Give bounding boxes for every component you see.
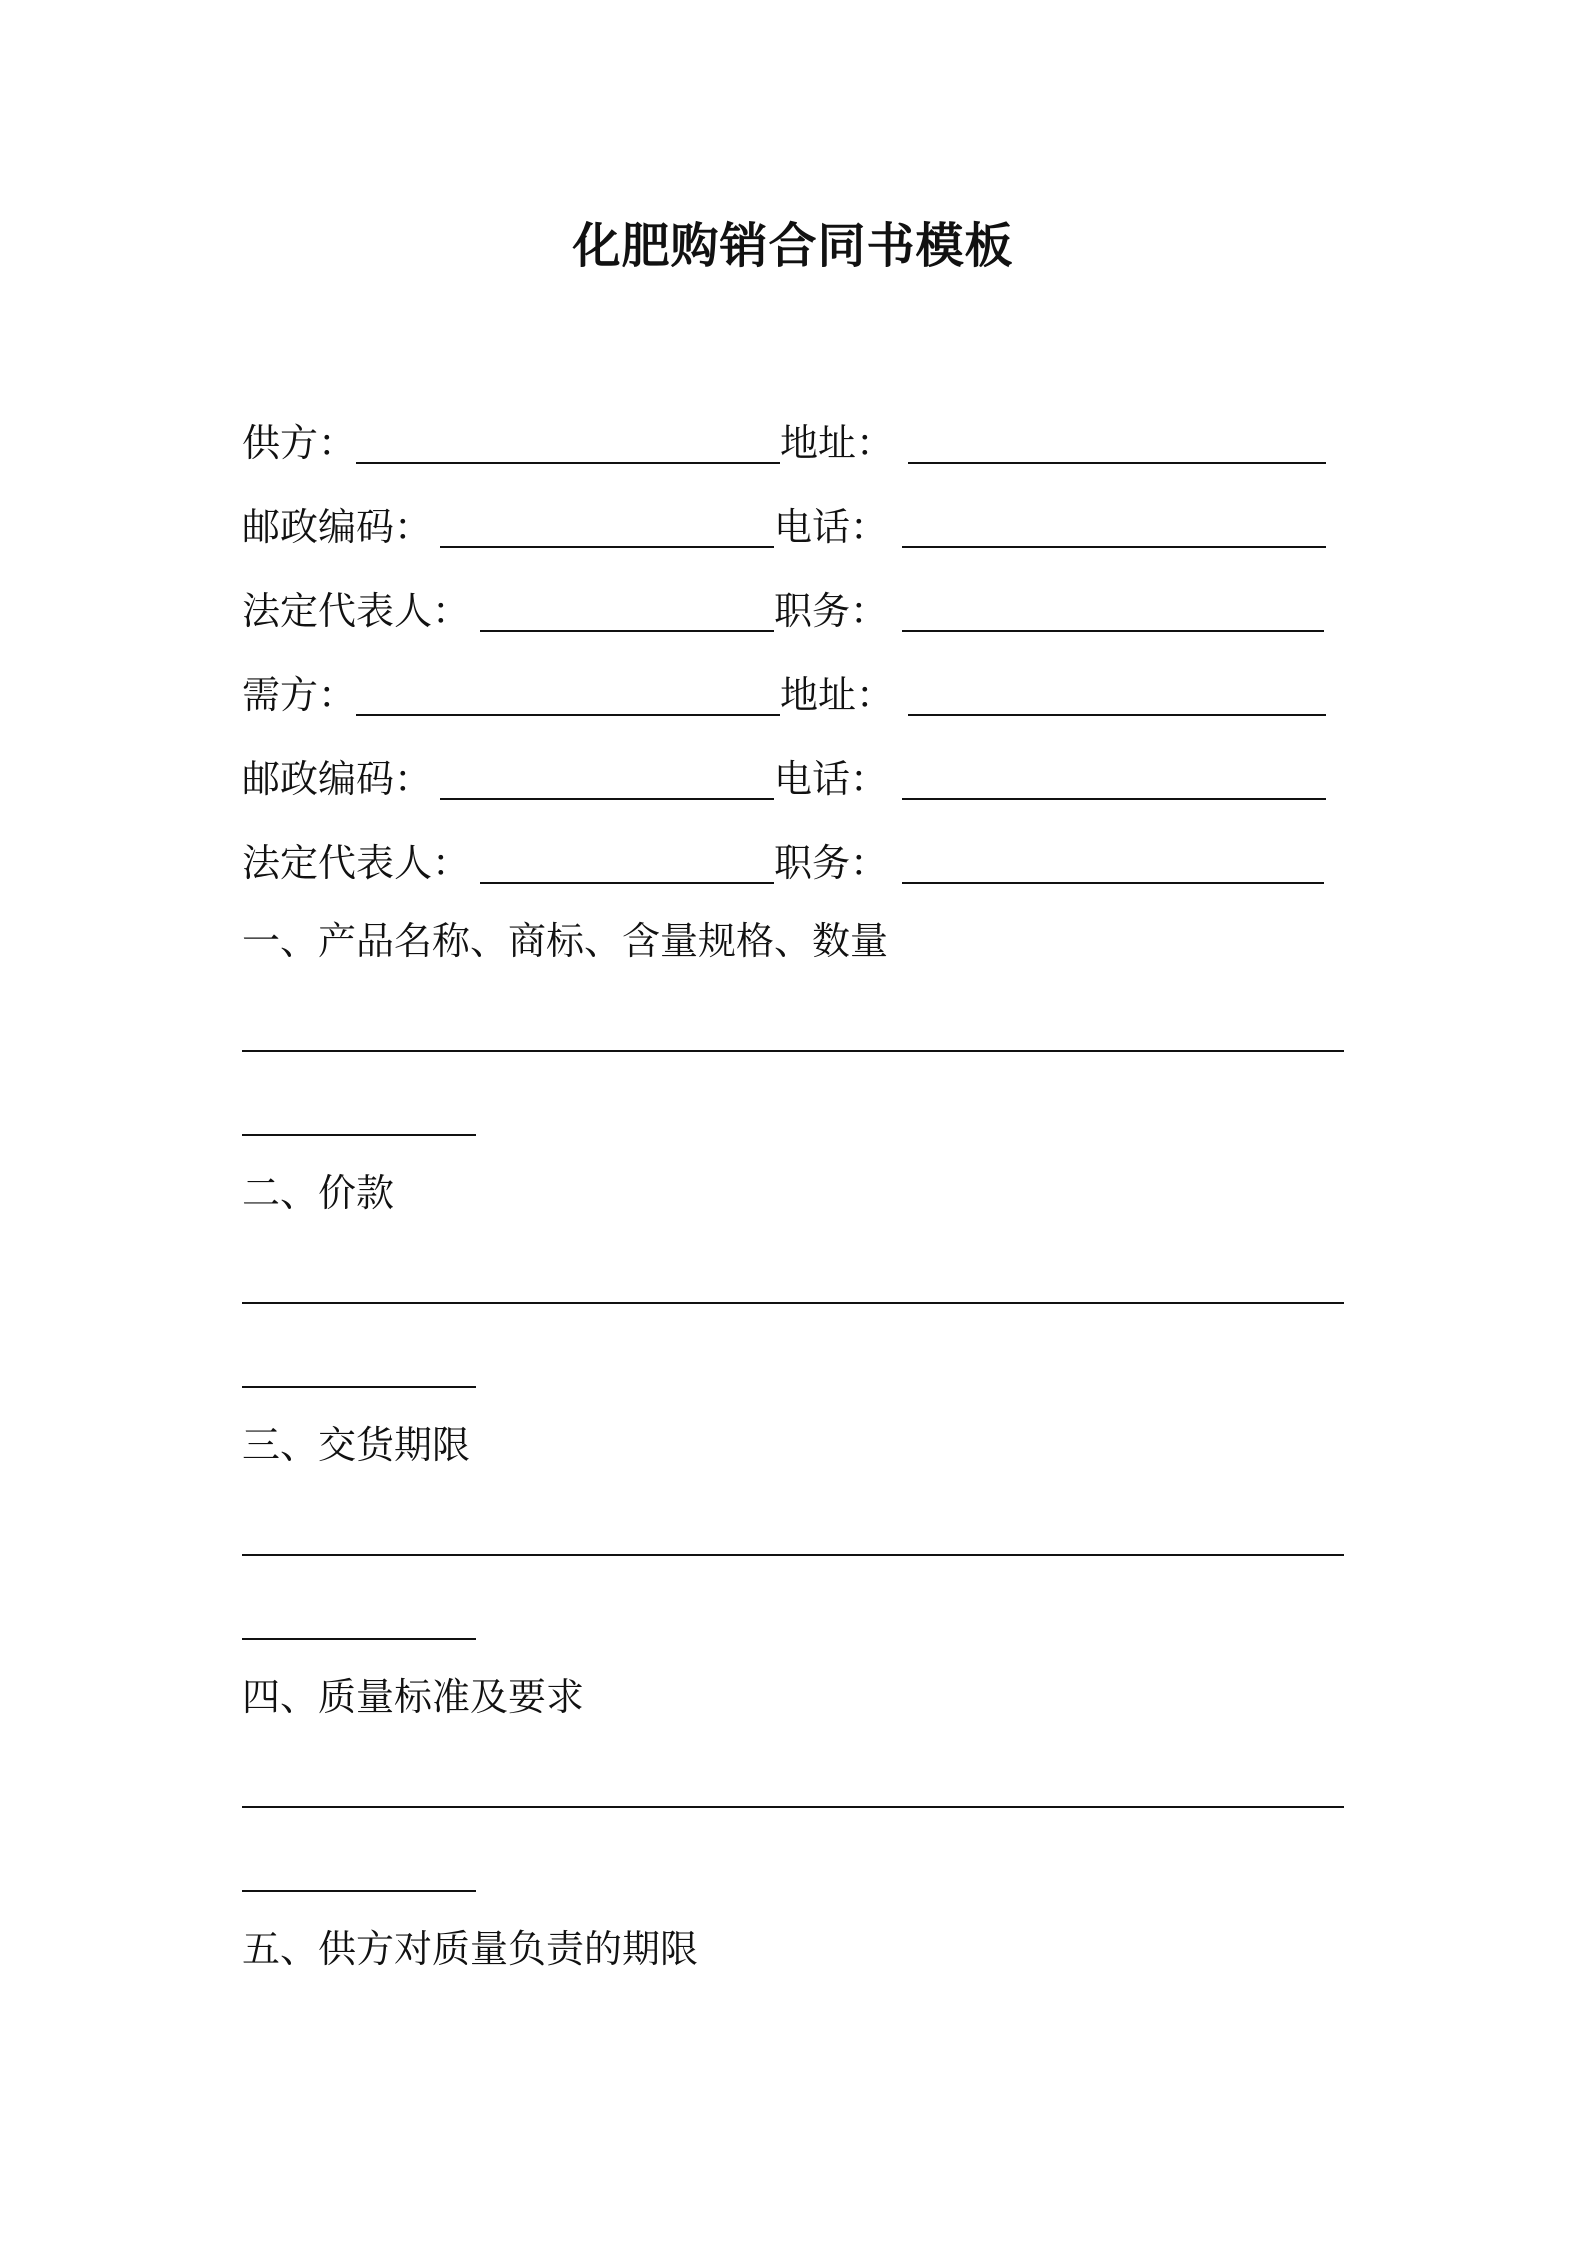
supplier-address-blank[interactable]	[908, 422, 1326, 464]
buyer-postcode-row	[242, 754, 1326, 804]
buyer-name-blank[interactable]	[356, 674, 780, 716]
section-1-fill-line-2[interactable]	[242, 1132, 476, 1136]
supplier-address-label: 地址：	[780, 421, 895, 465]
buyer-position-blank[interactable]	[902, 842, 1324, 884]
supplier-phone-blank[interactable]	[902, 506, 1326, 548]
buyer-address-blank[interactable]	[908, 674, 1326, 716]
buyer-position-label: 职务：	[774, 841, 889, 885]
buyer-phone-label: 电话：	[774, 757, 889, 801]
section-2-fill-line-1[interactable]	[242, 1300, 1344, 1304]
supplier-postcode-label: 邮政编码：	[242, 505, 433, 549]
section-3-heading: 三、交货期限	[242, 1423, 471, 1467]
buyer-rep-blank[interactable]	[480, 842, 774, 884]
supplier-postcode-row	[242, 502, 1326, 552]
section-4-fill-line-2[interactable]	[242, 1888, 476, 1892]
supplier-rep-label: 法定代表人：	[242, 589, 471, 633]
supplier-position-label: 职务：	[774, 589, 889, 633]
section-2-fill-line-2[interactable]	[242, 1384, 476, 1388]
buyer-party-label: 需方：	[242, 673, 357, 717]
supplier-name-blank[interactable]	[356, 422, 780, 464]
buyer-postcode-blank[interactable]	[440, 758, 774, 800]
document-title: 化肥购销合同书模板	[572, 218, 1014, 274]
buyer-postcode-label: 邮政编码：	[242, 757, 433, 801]
section-2-heading: 二、价款	[242, 1171, 395, 1215]
supplier-party-label: 供方：	[242, 421, 357, 465]
section-4-heading: 四、质量标准及要求	[242, 1675, 585, 1719]
supplier-phone-label: 电话：	[774, 505, 889, 549]
supplier-rep-blank[interactable]	[480, 590, 774, 632]
section-3-fill-line-2[interactable]	[242, 1636, 476, 1640]
buyer-address-label: 地址：	[780, 673, 895, 717]
supplier-postcode-blank[interactable]	[440, 506, 774, 548]
section-4-fill-line-1[interactable]	[242, 1804, 1344, 1808]
supplier-position-blank[interactable]	[902, 590, 1324, 632]
supplier-party-row	[242, 418, 1326, 468]
buyer-rep-label: 法定代表人：	[242, 841, 471, 885]
section-1-fill-line-1[interactable]	[242, 1048, 1344, 1052]
section-1-heading: 一、产品名称、商标、含量规格、数量	[242, 919, 889, 963]
buyer-rep-row	[242, 838, 1324, 888]
buyer-phone-blank[interactable]	[902, 758, 1326, 800]
section-5-heading: 五、供方对质量负责的期限	[242, 1927, 699, 1971]
section-3-fill-line-1[interactable]	[242, 1552, 1344, 1556]
supplier-rep-row	[242, 586, 1324, 636]
buyer-party-row	[242, 670, 1326, 720]
